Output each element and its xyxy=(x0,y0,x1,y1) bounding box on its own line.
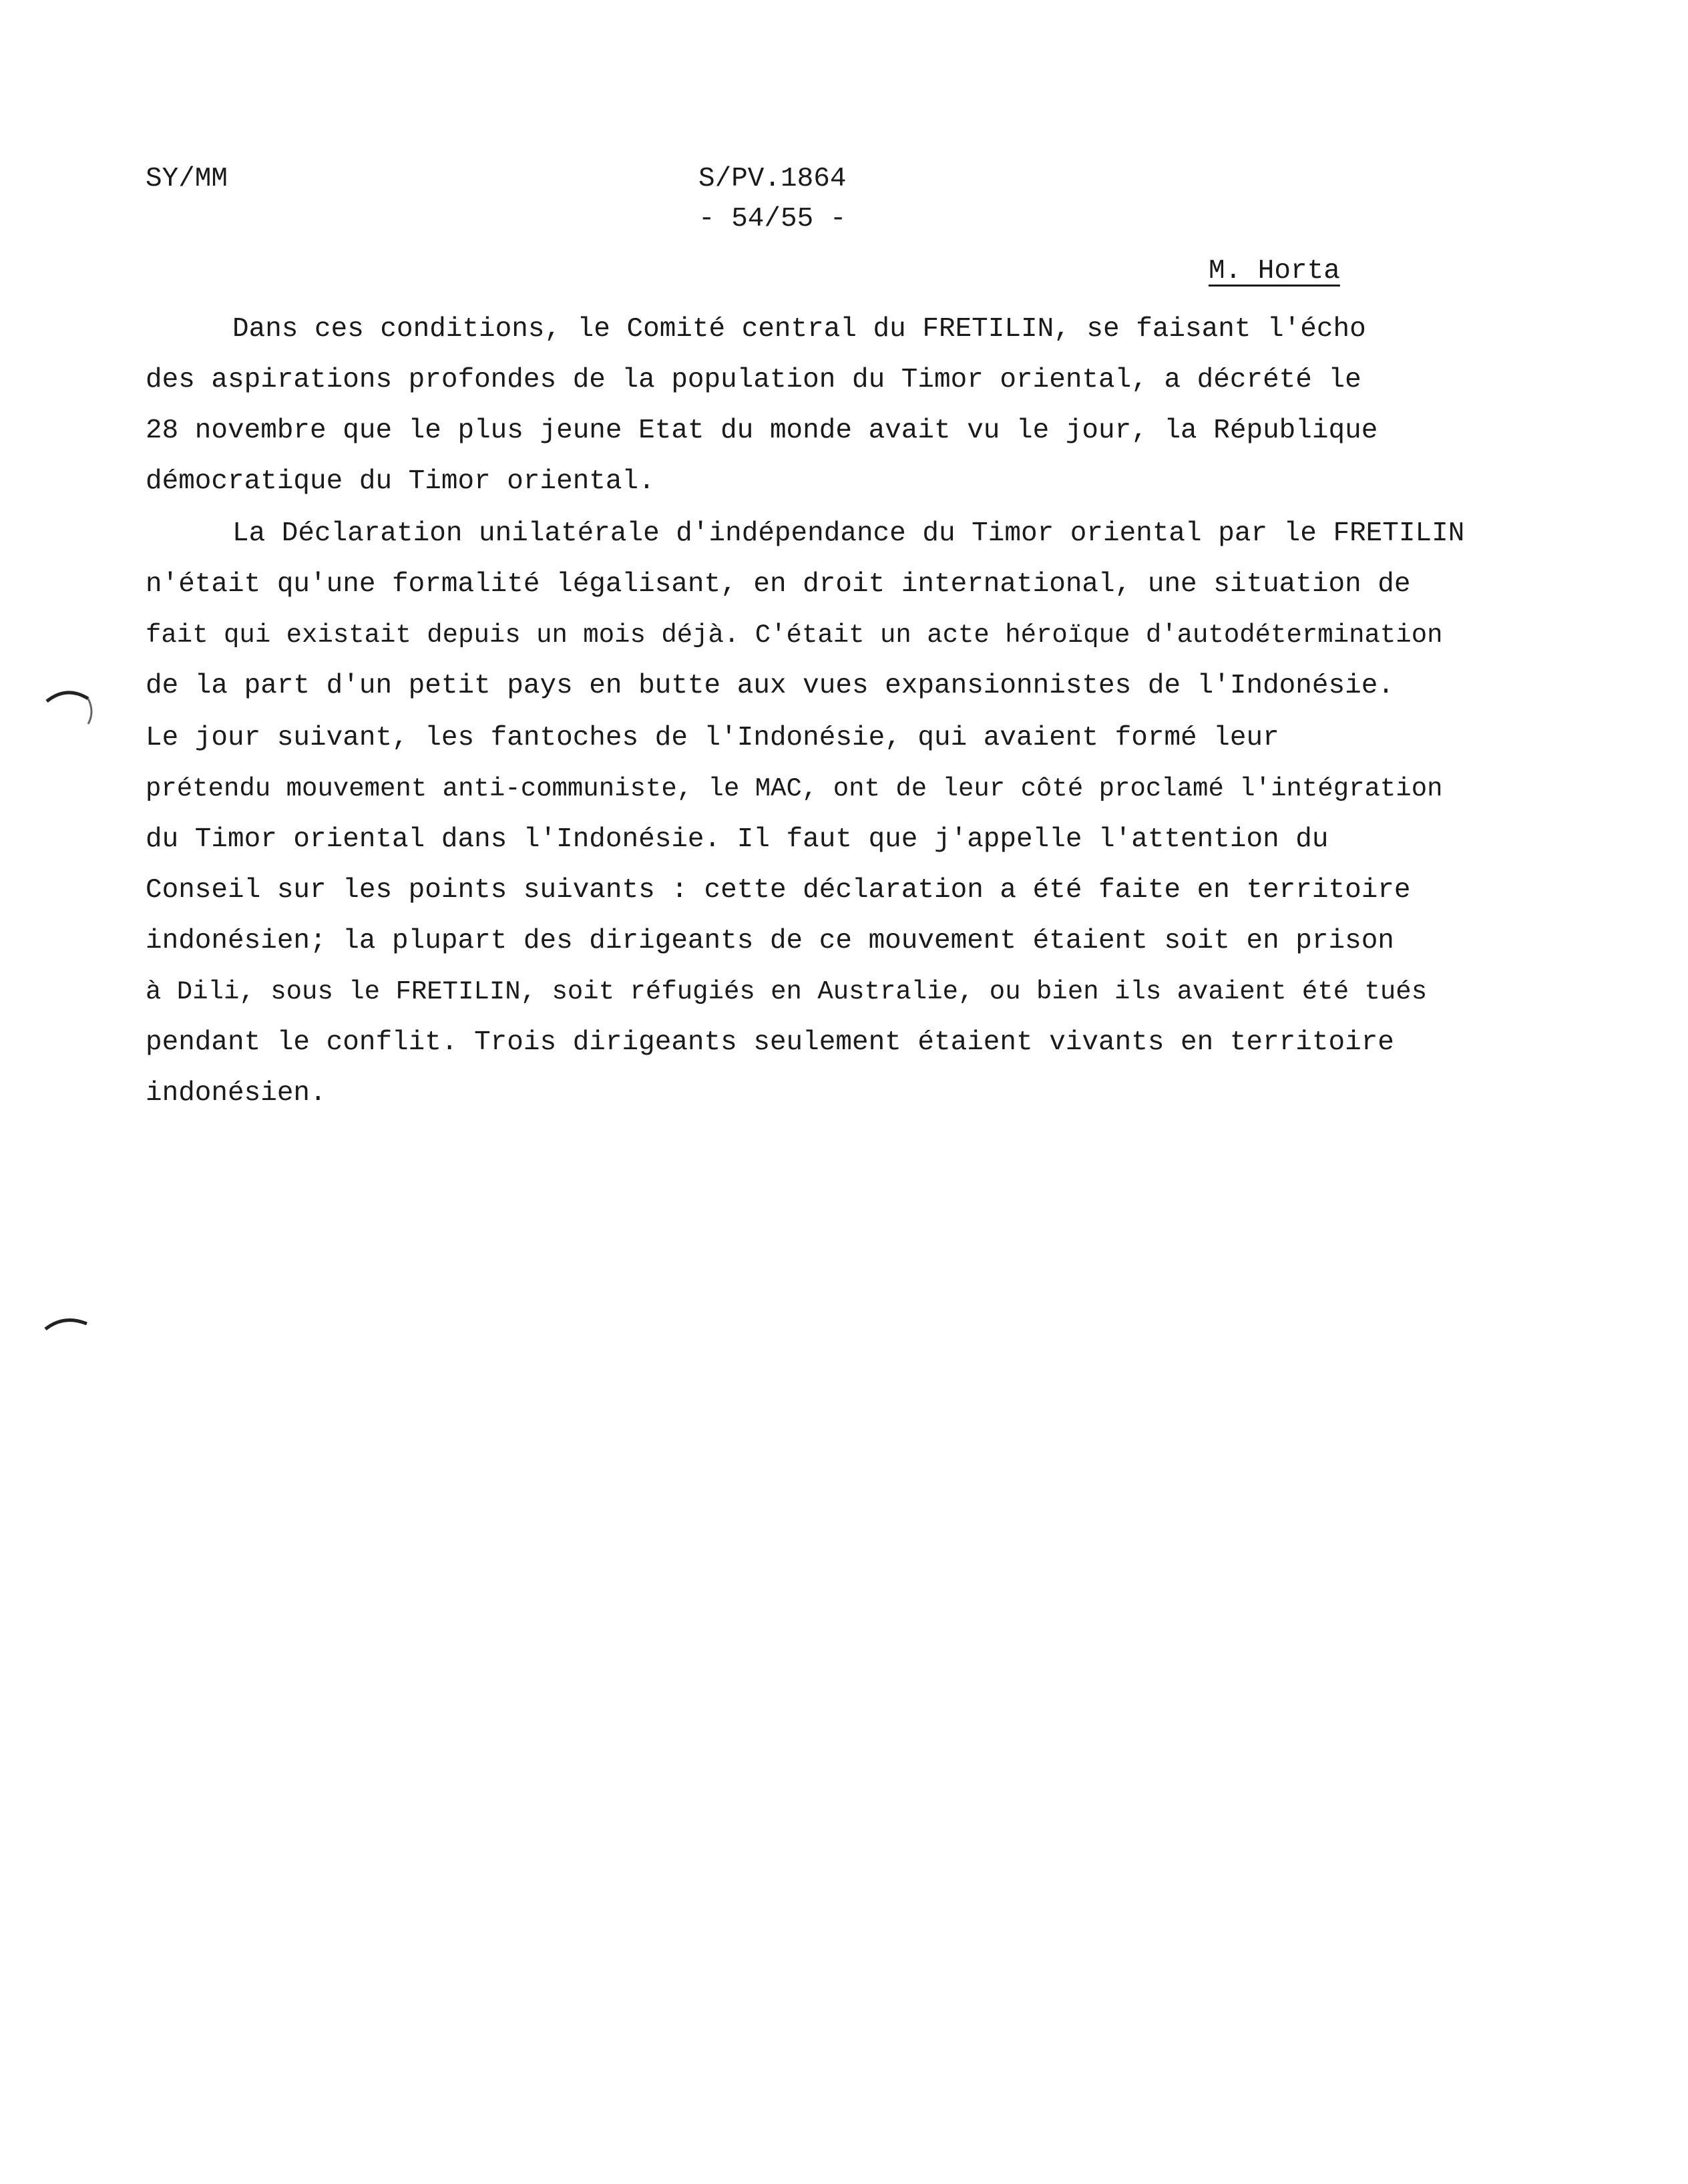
text-line: démocratique du Timor oriental. xyxy=(146,466,655,497)
text-line: 28 novembre que le plus jeune Etat du monde avait vu le jour, la République xyxy=(146,415,1378,446)
text-line: pendant le conflit. Trois dirigeants seulement étaient vivants en territoire xyxy=(146,1027,1394,1058)
text-line: fait qui existait depuis un mois déjà. C'était un acte héroïque d'autodétermination xyxy=(146,620,1443,650)
text-line: de la part d'un petit pays en butte aux vues expansionnistes de l'Indonésie. xyxy=(146,671,1394,701)
document-reference: S/PV.1864 xyxy=(698,164,847,194)
text-line: La Déclaration unilatérale d'indépendance du Timor oriental par le FRETILIN xyxy=(232,518,1465,549)
text-line: indonésien. xyxy=(146,1078,327,1109)
document-code: SY/MM xyxy=(146,164,228,194)
punch-hole-mark-upper xyxy=(40,681,100,741)
page-number: - 54/55 - xyxy=(698,204,847,234)
text-line: Le jour suivant, les fantoches de l'Indonésie, qui avaient formé leur xyxy=(146,723,1279,753)
text-line: à Dili, sous le FRETILIN, soit réfugiés en Australie, ou bien ils avaient été tués xyxy=(146,977,1428,1007)
text-line: indonésien; la plupart des dirigeants de ce mouvement étaient soit en prison xyxy=(146,926,1394,956)
text-line: Conseil sur les points suivants : cette déclaration a été faite en territoire xyxy=(146,875,1411,906)
text-line: du Timor oriental dans l'Indonésie. Il faut que j'appelle l'attention du xyxy=(146,824,1329,855)
punch-hole-mark-lower xyxy=(40,1309,100,1349)
speaker-name: M. Horta xyxy=(1209,256,1340,287)
text-line: prétendu mouvement anti-communiste, le MAC, ont de leur côté proclamé l'intégration xyxy=(146,774,1443,803)
text-line: n'était qu'une formalité légalisant, en droit international, une situation de xyxy=(146,569,1411,600)
text-line: des aspirations profondes de la population du Timor oriental, a décrété le xyxy=(146,365,1361,395)
text-line: Dans ces conditions, le Comité central du FRETILIN, se faisant l'écho xyxy=(232,314,1366,345)
